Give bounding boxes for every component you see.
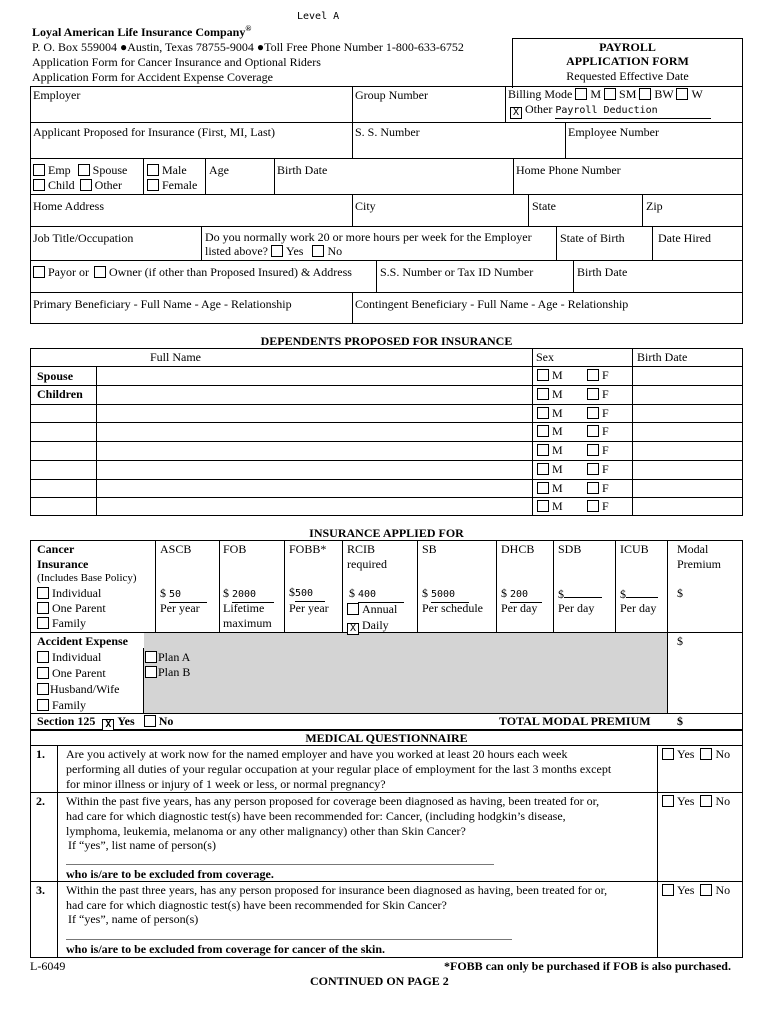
col-ascb: ASCB — [160, 542, 192, 556]
dep-sex-m — [537, 481, 563, 496]
q2-no-checkbox[interactable] — [700, 795, 712, 807]
mode-bw-checkbox[interactable] — [639, 88, 651, 100]
fobb-input[interactable]: 500 — [295, 588, 325, 602]
icub-per-day: Per day — [620, 601, 657, 615]
plan-a — [145, 650, 190, 665]
dep-m-checkbox[interactable] — [537, 407, 549, 419]
q1-yes-label: Yes — [677, 747, 695, 761]
other-label: Other — [94, 178, 122, 192]
cancer-one-parent-label: One Parent — [52, 601, 106, 615]
dep-m-checkbox[interactable] — [537, 500, 549, 512]
dep-f-checkbox[interactable] — [587, 369, 599, 381]
dep-row-divider — [30, 441, 743, 442]
q1-answer — [662, 747, 730, 762]
work-no-checkbox[interactable] — [312, 245, 324, 257]
rcib-daily-checkbox[interactable]: X — [347, 623, 359, 635]
dep-f-checkbox[interactable] — [587, 444, 599, 456]
q2-line1: Within the past five years, has any person proposed for coverage been diagnosed as having, been treated for or, — [66, 794, 600, 808]
mode-bw-label: BW — [654, 87, 674, 101]
employee-number-label: Employee Number — [568, 125, 659, 139]
dep-row-divider — [30, 479, 743, 480]
dep-f-label: F — [602, 499, 609, 514]
plan-b-label: Plan B — [158, 665, 191, 679]
payor-owner — [33, 265, 352, 280]
fob-dollar: $ — [223, 586, 229, 600]
acc-one-parent — [37, 666, 106, 681]
date-hired-label: Date Hired — [658, 231, 711, 245]
total-modal-premium-value[interactable]: $ — [677, 714, 683, 728]
billing-mode-label: Billing Mode — [508, 87, 573, 101]
dep-f-checkbox[interactable] — [587, 482, 599, 494]
sdb-dollar: $ — [558, 587, 564, 601]
accident-expense-label: Accident Expense — [37, 634, 128, 648]
mode-w-label: W — [691, 87, 703, 101]
relationship-row1 — [33, 163, 127, 178]
insurance-title: INSURANCE APPLIED FOR — [309, 526, 464, 540]
other-checkbox[interactable] — [80, 179, 92, 191]
sb-input[interactable]: 5000 — [431, 589, 469, 603]
billing-other-input[interactable]: Payroll Deduction — [555, 105, 711, 119]
mode-m-checkbox[interactable] — [575, 88, 587, 100]
cancer-family — [37, 616, 86, 631]
q3-persons-input[interactable] — [66, 939, 512, 940]
billing-other-checkbox[interactable]: X — [510, 107, 522, 119]
q2-line3: lymphoma, leukemia, melanoma or any other malignancy) other than Skin Cancer? — [66, 824, 466, 838]
sb-dollar: $ — [422, 586, 428, 600]
employer-label: Employer — [33, 88, 81, 102]
payor-birth-date-label: Birth Date — [577, 265, 628, 279]
dep-sex-f — [587, 462, 609, 477]
dep-m-label: M — [552, 386, 563, 401]
cancer-family-label: Family — [52, 616, 87, 630]
col-icub: ICUB — [620, 542, 649, 556]
acc-individual — [37, 650, 101, 665]
level-label: Level A — [297, 11, 340, 22]
accident-shaded-area — [144, 633, 667, 713]
acc-husband-wife — [37, 682, 120, 697]
sdb-amount — [558, 586, 602, 602]
icub-dollar: $ — [620, 587, 626, 601]
female-checkbox[interactable] — [147, 179, 159, 191]
contingent-beneficiary-label: Contingent Beneficiary - Full Name - Age - Relationship — [355, 297, 629, 311]
rcib-daily — [347, 618, 389, 635]
section-125 — [37, 714, 173, 731]
q1-line1: Are you actively at work now for the named employer and have you worked at least 20 hours each week — [66, 747, 568, 761]
sdb-input[interactable] — [564, 586, 602, 598]
dep-sex-f — [587, 481, 609, 496]
dep-birth-date-header: Birth Date — [637, 350, 688, 364]
q3-line3: If “yes”, name of person(s) — [68, 912, 199, 926]
dep-f-label: F — [602, 480, 609, 495]
acc-individual-label: Individual — [52, 650, 102, 664]
birth-date-label: Birth Date — [277, 163, 328, 177]
dep-sex-header: Sex — [536, 350, 554, 364]
accident-modal-premium[interactable]: $ — [677, 634, 683, 648]
payor-label: Payor or — [48, 265, 89, 279]
billing-other-label: Other — [525, 102, 553, 116]
male-option — [147, 163, 187, 178]
spouse-checkbox[interactable] — [78, 164, 90, 176]
job-title-label: Job Title/Occupation — [33, 231, 134, 245]
q2-no-label: No — [715, 794, 731, 808]
dep-spouse-label: Spouse — [37, 369, 74, 383]
dep-row-divider — [30, 385, 743, 386]
mode-w-checkbox[interactable] — [676, 88, 688, 100]
ascb-dollar: $ — [160, 586, 166, 600]
dhcb-input[interactable]: 200 — [510, 589, 542, 603]
acc-one-parent-checkbox[interactable] — [37, 667, 49, 679]
cancer-individual — [37, 586, 101, 601]
application-form-title: APPLICATION FORM — [566, 54, 689, 68]
mode-sm-checkbox[interactable] — [604, 88, 616, 100]
q3-line2: had care for which diagnostic test(s) have been recommended for Skin Cancer? — [66, 898, 447, 912]
owner-label: Owner (if other than Proposed Insured) & Address — [109, 265, 352, 279]
dep-sex-m — [537, 406, 563, 421]
spouse-label: Spouse — [92, 163, 128, 177]
fobb-dollar: $ — [289, 585, 295, 599]
dep-m-label: M — [552, 461, 563, 476]
cancer-individual-checkbox[interactable] — [37, 587, 49, 599]
home-phone-label: Home Phone Number — [516, 163, 621, 177]
q2-exclusion: who is/are to be excluded from coverage. — [66, 867, 274, 881]
cancer-modal-premium[interactable]: $ — [677, 586, 683, 600]
plan-a-label: Plan A — [158, 650, 191, 664]
insurance-label: Insurance — [37, 557, 89, 571]
fob-input[interactable]: 2000 — [232, 589, 274, 603]
payroll-title: PAYROLL — [599, 40, 656, 54]
cancer-label: Cancer — [37, 542, 75, 556]
q1-line2: performing all duties of your regular occupation at your regular place of employment for the last 3 months except — [66, 762, 612, 776]
work-hours-question: Do you normally work 20 or more hours per week for the Employer — [205, 230, 532, 244]
acc-family-checkbox[interactable] — [37, 699, 49, 711]
dep-m-label: M — [552, 424, 563, 439]
q1-yes-checkbox[interactable] — [662, 748, 674, 760]
rcib-annual-label: Annual — [362, 602, 398, 616]
fob-maximum: maximum — [223, 616, 272, 630]
cancer-family-checkbox[interactable] — [37, 617, 49, 629]
dep-row-divider — [30, 497, 743, 498]
dep-m-label: M — [552, 443, 563, 457]
work-yes-label: Yes — [285, 244, 304, 258]
zip-label: Zip — [646, 199, 663, 213]
q3-no-label: No — [715, 883, 731, 897]
dep-sex-m — [537, 387, 563, 402]
q2-persons-input[interactable] — [66, 864, 494, 865]
section-125-no-label: No — [158, 714, 174, 728]
q1-no-checkbox[interactable] — [700, 748, 712, 760]
dep-f-checkbox[interactable] — [587, 463, 599, 475]
sdb-per-day: Per day — [558, 601, 595, 615]
acc-family-label: Family — [52, 698, 87, 712]
acc-family — [37, 698, 86, 713]
form-subtitle-accident: Application Form for Accident Expense Coverage — [32, 70, 273, 84]
cancer-one-parent-checkbox[interactable] — [37, 602, 49, 614]
section-125-yes-label: Yes — [117, 714, 135, 728]
dep-m-checkbox[interactable] — [537, 482, 549, 494]
col-modal: Modal — [677, 542, 709, 556]
work-hours-q2: listed above? — [205, 244, 268, 258]
dep-f-checkbox[interactable] — [587, 407, 599, 419]
fobb-footnote: *FOBB can only be purchased if FOB is also purchased. — [444, 959, 731, 973]
dep-f-label: F — [602, 461, 609, 476]
child-label: Child — [48, 178, 75, 192]
acc-individual-checkbox[interactable] — [37, 651, 49, 663]
dep-sex-m — [537, 424, 563, 439]
col-rcib-required: required — [347, 557, 387, 571]
dep-m-label: M — [552, 368, 563, 382]
section-125-yes-checkbox[interactable]: X — [102, 719, 114, 731]
dep-m-checkbox[interactable] — [537, 425, 549, 437]
male-label: Male — [162, 163, 187, 177]
rcib-annual-checkbox[interactable] — [347, 603, 359, 615]
plan-b — [145, 665, 190, 680]
q1-no-label: No — [715, 747, 731, 761]
ascb-input[interactable]: 50 — [169, 589, 207, 603]
dep-f-label: F — [602, 386, 609, 401]
q1-line3: for minor illness or injury of 1 week or less, or normal pregnancy? — [66, 777, 386, 791]
col-premium: Premium — [677, 557, 721, 571]
rcib-dollar: $ — [349, 586, 355, 600]
rcib-daily-label: Daily — [362, 618, 389, 632]
child-checkbox[interactable] — [33, 179, 45, 191]
dep-row-divider — [30, 422, 743, 423]
dep-f-label: F — [602, 405, 609, 420]
continued-label: CONTINUED ON PAGE 2 — [310, 974, 449, 988]
company-address: P. O. Box 559004 ●Austin, Texas 78755-9004 ●Toll Free Phone Number 1-800-633-6752 — [32, 40, 464, 54]
dep-sex-f — [587, 368, 609, 383]
dep-f-label: F — [602, 368, 609, 382]
fobb-amount — [289, 585, 325, 602]
emp-label: Emp — [48, 163, 71, 177]
ascb-per-year: Per year — [160, 601, 200, 615]
dep-m-label: M — [552, 405, 563, 420]
q2-line4: If “yes”, list name of person(s) — [68, 838, 216, 852]
plan-b-checkbox[interactable] — [145, 666, 157, 678]
dep-m-checkbox[interactable] — [537, 463, 549, 475]
dhcb-per-day: Per day — [501, 601, 538, 615]
q2-number: 2. — [36, 794, 45, 808]
sb-per-schedule: Per schedule — [422, 601, 483, 615]
owner-checkbox[interactable] — [94, 266, 106, 278]
dep-row-divider — [30, 366, 743, 367]
total-modal-premium-label: TOTAL MODAL PREMIUM — [499, 714, 651, 728]
plan-a-checkbox[interactable] — [145, 651, 157, 663]
acc-one-parent-label: One Parent — [52, 666, 106, 680]
state-label: State — [532, 199, 556, 213]
female-option — [147, 178, 197, 193]
dep-row-divider — [30, 460, 743, 461]
billing-mode — [508, 87, 703, 102]
dependents-title: DEPENDENTS PROPOSED FOR INSURANCE — [260, 334, 513, 348]
dep-sex-f — [587, 387, 609, 402]
q3-no-checkbox[interactable] — [700, 884, 712, 896]
dep-sex-m — [537, 368, 563, 383]
q2-yes-label: Yes — [677, 794, 695, 808]
female-label: Female — [162, 178, 198, 192]
dep-sex-m — [537, 443, 563, 458]
primary-beneficiary-label: Primary Beneficiary - Full Name - Age - Relationship — [33, 297, 292, 311]
includes-base-label: (Includes Base Policy) — [37, 572, 137, 584]
dep-full-name-header: Full Name — [150, 350, 201, 364]
col-dhcb: DHCB — [501, 542, 535, 556]
home-address-label: Home Address — [33, 199, 104, 213]
q3-yes-checkbox[interactable] — [662, 884, 674, 896]
dhcb-dollar: $ — [501, 586, 507, 600]
q3-yes-label: Yes — [677, 883, 695, 897]
acc-husband-wife-label: Husband/Wife — [50, 682, 120, 696]
medical-title: MEDICAL QUESTIONNAIRE — [305, 731, 468, 745]
form-subtitle-cancer: Application Form for Cancer Insurance and Optional Riders — [32, 55, 321, 69]
dep-children-label: Children — [37, 387, 83, 401]
dep-m-label: M — [552, 499, 563, 514]
col-fob: FOB — [223, 542, 247, 556]
dep-f-label: F — [602, 443, 609, 457]
q3-answer — [662, 883, 730, 898]
dep-f-checkbox[interactable] — [587, 425, 599, 437]
city-label: City — [355, 199, 376, 213]
dependents-table — [30, 348, 743, 516]
dep-m-checkbox[interactable] — [537, 369, 549, 381]
male-checkbox[interactable] — [147, 164, 159, 176]
rcib-amount — [349, 586, 404, 603]
effective-date-label: Requested Effective Date — [566, 69, 689, 83]
fobb-per-year: Per year — [289, 601, 329, 615]
section-125-label: Section 125 — [37, 714, 96, 728]
q3-line1: Within the past three years, has any person proposed for insurance been diagnosed as having, been treated for or, — [66, 883, 608, 897]
col-fobb: FOBB* — [289, 542, 327, 556]
work-no-label: No — [327, 244, 343, 258]
mode-m-label: M — [590, 87, 602, 101]
ssn-label: S. S. Number — [355, 125, 420, 139]
icub-amount — [620, 586, 658, 602]
col-sb: SB — [422, 542, 437, 556]
dep-m-checkbox[interactable] — [537, 388, 549, 400]
dep-f-checkbox[interactable] — [587, 500, 599, 512]
q3-number: 3. — [36, 883, 45, 897]
q2-yes-checkbox[interactable] — [662, 795, 674, 807]
mode-sm-label: SM — [619, 87, 637, 101]
dep-sex-m — [537, 462, 563, 477]
rcib-input[interactable]: 400 — [358, 589, 404, 603]
ss-tax-id-label: S.S. Number or Tax ID Number — [380, 265, 534, 279]
dep-f-checkbox[interactable] — [587, 388, 599, 400]
work-yes-checkbox[interactable] — [271, 245, 283, 257]
dep-sex-f — [587, 499, 609, 514]
dep-sex-f — [587, 443, 609, 458]
dep-m-label: M — [552, 480, 563, 495]
dep-m-checkbox[interactable] — [537, 444, 549, 456]
group-number-label: Group Number — [355, 88, 428, 102]
work-hours-answer — [205, 244, 342, 259]
age-label: Age — [209, 163, 229, 177]
cancer-one-parent — [37, 601, 106, 616]
emp-checkbox[interactable] — [33, 164, 45, 176]
acc-husband-wife-checkbox[interactable] — [37, 683, 49, 695]
q2-answer — [662, 794, 730, 809]
relationship-row2 — [33, 178, 122, 193]
applicant-name-label: Applicant Proposed for Insurance (First, MI, Last) — [33, 125, 275, 139]
company-name: Loyal American Life Insurance Company® — [32, 24, 252, 39]
col-rcib: RCIB — [347, 542, 376, 556]
cancer-individual-label: Individual — [52, 586, 102, 600]
state-of-birth-label: State of Birth — [560, 231, 625, 245]
dep-row-divider — [30, 404, 743, 405]
dep-sex-m — [537, 499, 563, 514]
q2-line2: had care for which diagnostic test(s) have been recommended for: Cancer, (including hodgkin’s disease, — [66, 809, 566, 823]
rcib-annual — [347, 602, 397, 617]
billing-other — [510, 102, 711, 119]
dep-sex-f — [587, 424, 609, 439]
dep-f-label: F — [602, 424, 609, 439]
payor-checkbox[interactable] — [33, 266, 45, 278]
section-125-no-checkbox[interactable] — [144, 715, 156, 727]
q1-number: 1. — [36, 747, 45, 761]
col-sdb: SDB — [558, 542, 582, 556]
form-number: L-6049 — [30, 959, 66, 973]
dep-sex-f — [587, 406, 609, 421]
fob-lifetime: Lifetime — [223, 601, 265, 615]
q3-exclusion: who is/are to be excluded from coverage for cancer of the skin. — [66, 942, 386, 956]
icub-input[interactable] — [626, 586, 658, 598]
